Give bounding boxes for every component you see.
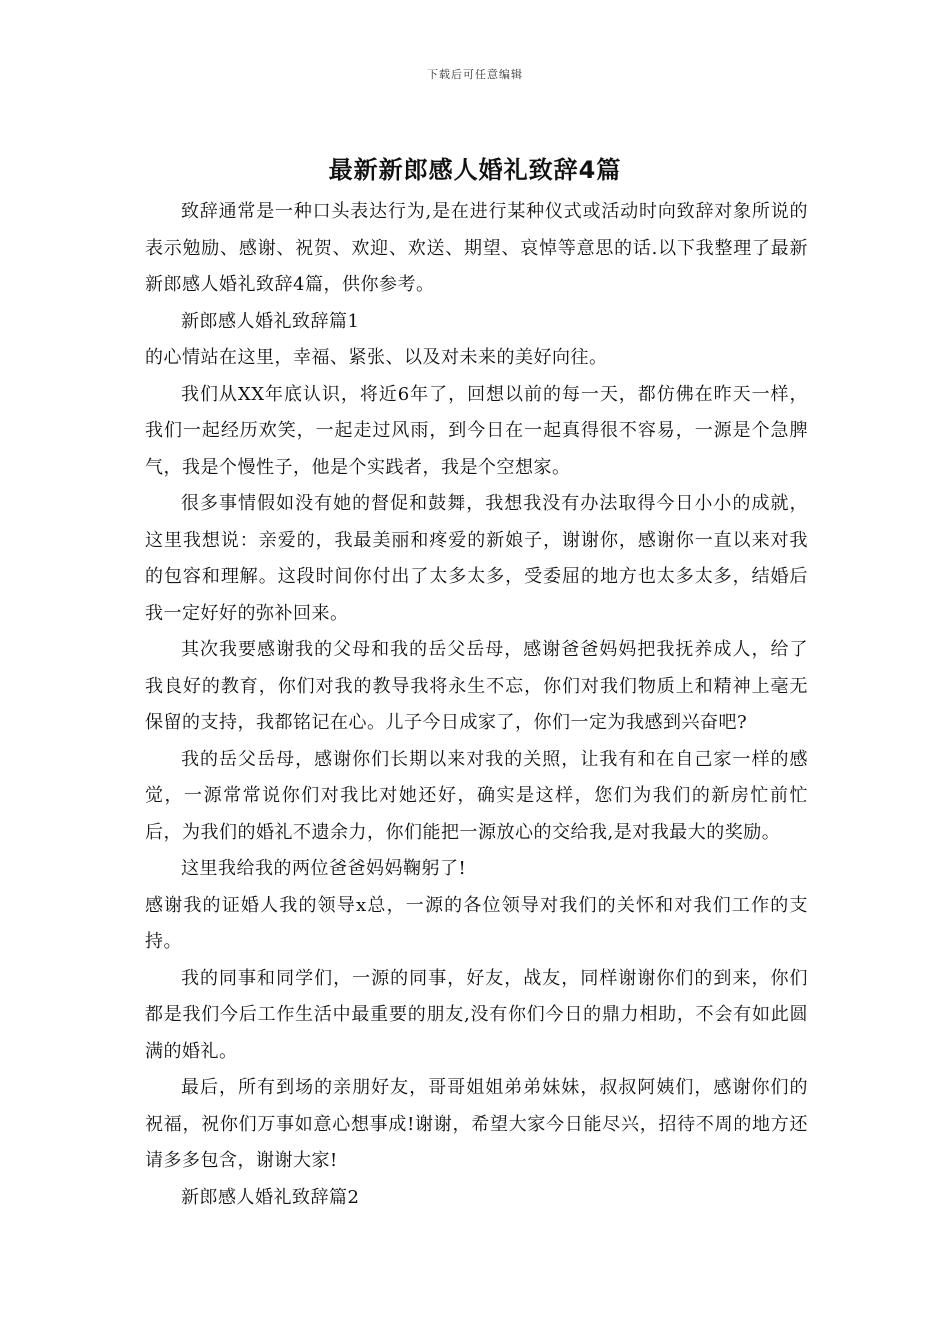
- document-title: 最新新郎感人婚礼致辞4篇: [328, 156, 622, 184]
- body-paragraph: 其次我要感谢我的父母和我的岳父岳母，感谢爸爸妈妈把我抚养成人，给了我良好的教育，你们对我的教导我将永生不忘，你们对我们物质上和精神上毫无保留的支持，我都铭记在心。儿子今日成家了，你们一定为我感到兴奋吧?: [145, 639, 808, 733]
- body-paragraph: 这里我给我的两位爸爸妈妈鞠躬了!: [181, 858, 467, 879]
- body-paragraph: 我的同事和同学们，一源的同事，好友，战友，同样谢谢你们的到来，你们都是我们今后工作生活中最重要的朋友,没有你们今日的鼎力相助，不会有如此圆满的婚礼。: [145, 967, 808, 1062]
- body-paragraph: 的心情站在这里，幸福、紧张、以及对未来的美好向往。: [145, 347, 608, 368]
- section-heading-1: 新郎感人婚礼致辞篇1: [181, 310, 360, 332]
- body-paragraph: 最后，所有到场的亲朋好友，哥哥姐姐弟弟妹妹，叔叔阿姨们，感谢你们的祝福，祝你们万事如意心想事成!谢谢，希望大家今日能尽兴，招待不周的地方还请多多包含，谢谢大家!: [145, 1077, 808, 1171]
- body-paragraph: 感谢我的证婚人我的领导x总，一源的各位领导对我们的关怀和对我们工作的支持。: [145, 894, 808, 952]
- document-body: [145, 194, 808, 1216]
- body-paragraph: 我们从XX年底认识，将近6年了，回想以前的每一天，都仿佛在昨天一样，我们一起经历欢笑，一起走过风雨，到今日在一起真得很不容易，一源是个急脾气，我是个慢性子，他是个实践者，我是个空想家。: [145, 383, 808, 478]
- body-paragraph: 很多事情假如没有她的督促和鼓舞，我想我没有办法取得今日小小的成就，这里我想说：亲爱的，我最美丽和疼爱的新娘子，谢谢你，感谢你一直以来对我的包容和理解。这段时间你付出了太多太多，受委屈的地方也太多太多，结婚后我一定好好的弥补回来。: [145, 493, 808, 624]
- body-paragraph: 我的岳父岳母，感谢你们长期以来对我的关照，让我有和在自己家一样的感觉，一源常常说你们对我比对她还好，确实是这样，您们为我们的新房忙前忙后，为我们的婚礼不遗余力，你们能把一源放心的交给我,是对我最大的奖励。: [145, 748, 808, 843]
- section-heading-2: 新郎感人婚礼致辞篇2: [181, 1186, 360, 1208]
- intro-paragraph: 致辞通常是一种口头表达行为,是在进行某种仪式或活动时向致辞对象所说的表示勉励、感谢、祝贺、欢迎、欢送、期望、哀悼等意思的话.以下我整理了最新新郎感人婚礼致辞4篇，供你参考。: [145, 201, 808, 295]
- page-header-note: 下载后可任意编辑: [427, 68, 523, 81]
